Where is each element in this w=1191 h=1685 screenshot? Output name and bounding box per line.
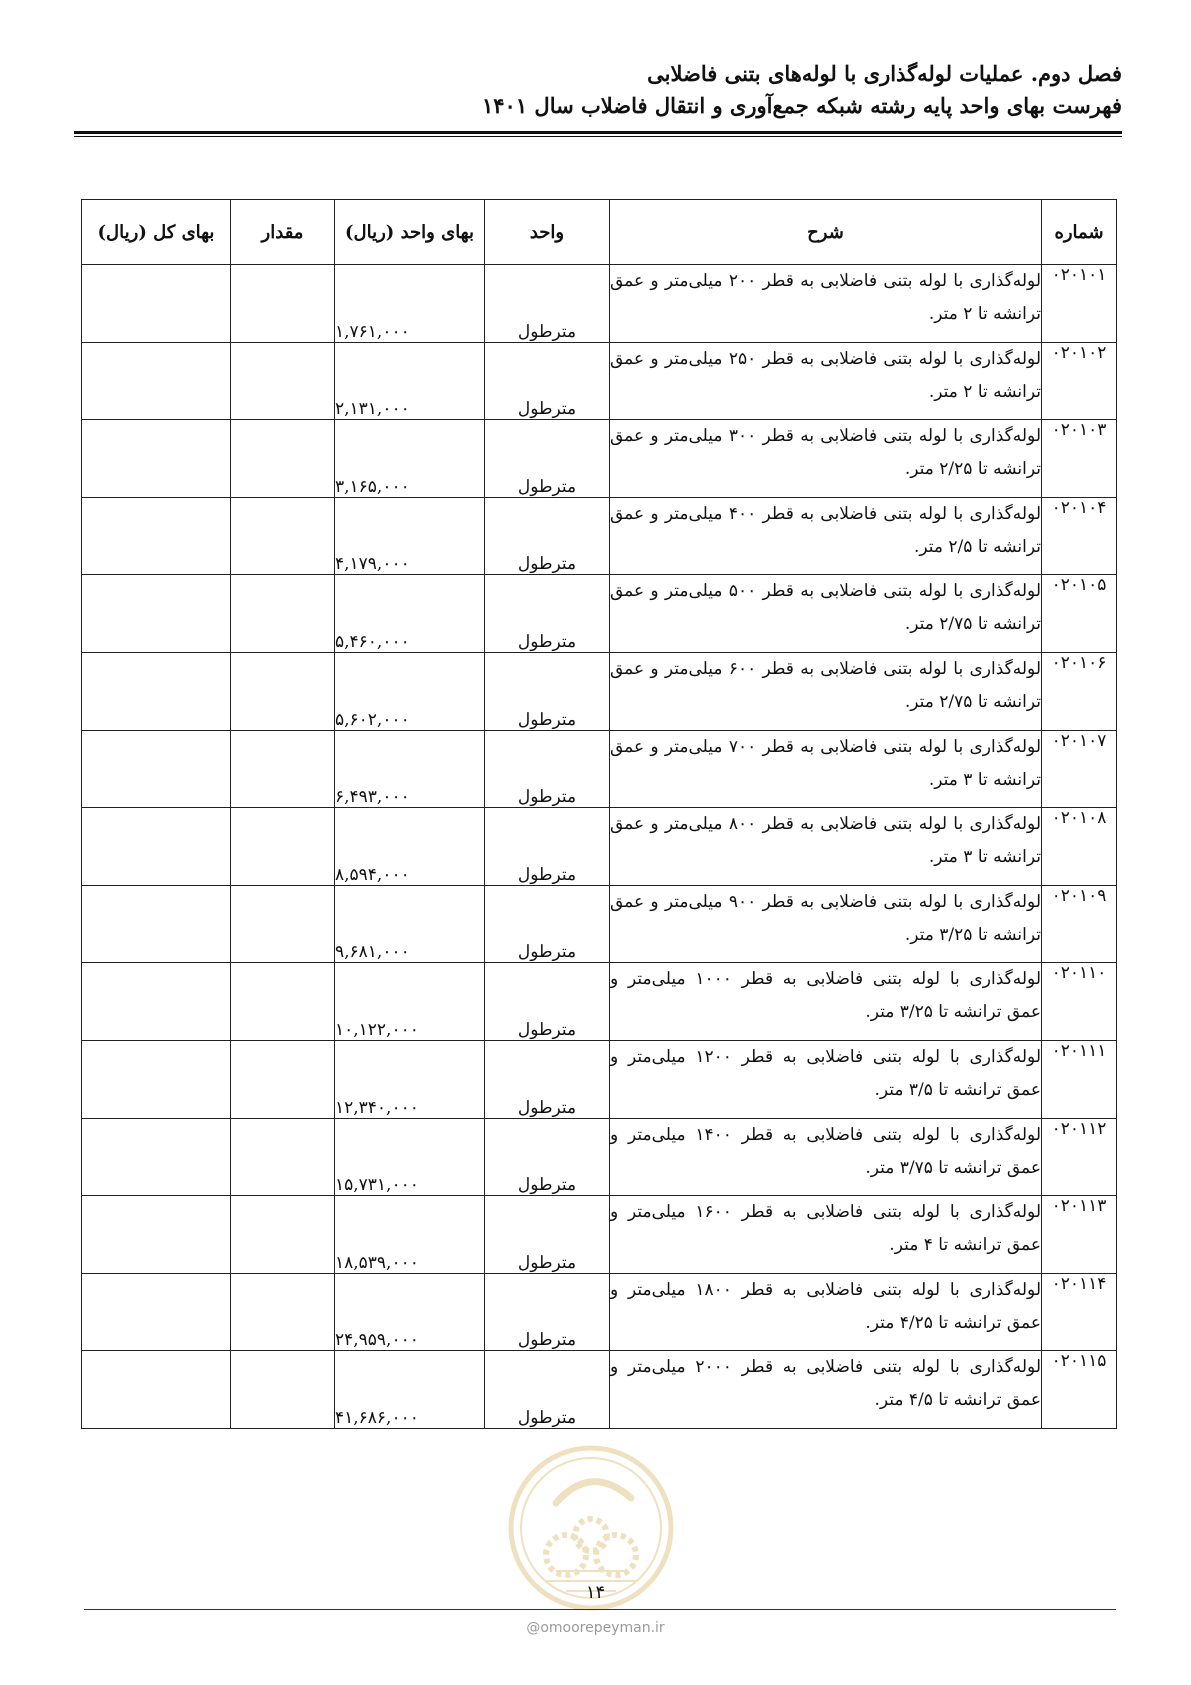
item-unit: مترطول	[485, 1351, 610, 1429]
header-rule-thin	[74, 136, 1122, 137]
item-code: ۰۲۰۱۰۸	[1042, 808, 1117, 886]
item-code: ۰۲۰۱۱۳	[1042, 1196, 1117, 1274]
item-quantity	[231, 730, 335, 808]
item-total-price	[82, 1196, 231, 1274]
footer-website: @omoorepeyman.ir	[526, 1620, 665, 1636]
item-total-price	[82, 885, 231, 963]
item-quantity	[231, 1196, 335, 1274]
item-code: ۰۲۰۱۰۶	[1042, 652, 1117, 730]
page-number: ۱۴	[585, 1582, 606, 1603]
item-total-price	[82, 1351, 231, 1429]
table-row	[82, 1040, 1117, 1118]
column-header-code: شماره	[1042, 200, 1117, 265]
item-total-price	[82, 652, 231, 730]
item-description: لوله‌گذاری با لوله بتنی فاضلابی به قطر ۶۰۰ میلی‌متر و عمق ترانشه تا ۲/۷۵ متر.	[610, 652, 1042, 730]
item-unit: مترطول	[485, 1196, 610, 1274]
item-unit: مترطول	[485, 730, 610, 808]
item-code: ۰۲۰۱۱۰	[1042, 963, 1117, 1041]
item-description: لوله‌گذاری با لوله بتنی فاضلابی به قطر ۱۶۰۰ میلی‌متر و عمق ترانشه تا ۴ متر.	[610, 1196, 1042, 1274]
table-row	[82, 652, 1117, 730]
item-quantity	[231, 1273, 335, 1351]
item-description: لوله‌گذاری با لوله بتنی فاضلابی به قطر ۹۰۰ میلی‌متر و عمق ترانشه تا ۳/۲۵ متر.	[610, 885, 1042, 963]
table-row	[82, 1118, 1117, 1196]
column-header-unit-price: بهای واحد (ریال)	[335, 200, 485, 265]
item-quantity	[231, 575, 335, 653]
column-header-quantity: مقدار	[231, 200, 335, 265]
item-quantity	[231, 808, 335, 886]
item-unit: مترطول	[485, 497, 610, 575]
item-unit: مترطول	[485, 963, 610, 1041]
item-quantity	[231, 963, 335, 1041]
item-total-price	[82, 1273, 231, 1351]
item-description: لوله‌گذاری با لوله بتنی فاضلابی به قطر ۱۸۰۰ میلی‌متر و عمق ترانشه تا ۴/۲۵ متر.	[610, 1273, 1042, 1351]
item-unit: مترطول	[485, 1040, 610, 1118]
item-code: ۰۲۰۱۰۹	[1042, 885, 1117, 963]
item-unit-price: ۱۰,۱۲۲,۰۰۰	[335, 963, 485, 1041]
item-unit: مترطول	[485, 342, 610, 420]
column-header-unit: واحد	[485, 200, 610, 265]
item-unit-price: ۵,۴۶۰,۰۰۰	[335, 575, 485, 653]
item-quantity	[231, 342, 335, 420]
footer-rule	[84, 1609, 1116, 1610]
item-unit-price: ۲۴,۹۵۹,۰۰۰	[335, 1273, 485, 1351]
table-row	[82, 963, 1117, 1041]
item-unit: مترطول	[485, 1118, 610, 1196]
price-list-table	[81, 199, 1117, 1429]
item-description: لوله‌گذاری با لوله بتنی فاضلابی به قطر ۳۰۰ میلی‌متر و عمق ترانشه تا ۲/۲۵ متر.	[610, 420, 1042, 498]
column-header-total-price: بهای کل (ریال)	[82, 200, 231, 265]
item-total-price	[82, 1040, 231, 1118]
item-code: ۰۲۰۱۱۴	[1042, 1273, 1117, 1351]
item-total-price	[82, 730, 231, 808]
item-unit-price: ۱۲,۳۴۰,۰۰۰	[335, 1040, 485, 1118]
item-code: ۰۲۰۱۰۲	[1042, 342, 1117, 420]
table-row	[82, 497, 1117, 575]
table-row	[82, 1351, 1117, 1429]
item-unit: مترطول	[485, 885, 610, 963]
item-unit-price: ۶,۴۹۳,۰۰۰	[335, 730, 485, 808]
item-quantity	[231, 885, 335, 963]
item-quantity	[231, 1118, 335, 1196]
item-description: لوله‌گذاری با لوله بتنی فاضلابی به قطر ۲۵۰ میلی‌متر و عمق ترانشه تا ۲ متر.	[610, 342, 1042, 420]
item-description: لوله‌گذاری با لوله بتنی فاضلابی به قطر ۸۰۰ میلی‌متر و عمق ترانشه تا ۳ متر.	[610, 808, 1042, 886]
list-title: فهرست بهای واحد پایه رشته شبکه جمع‌آوری و انتقال فاضلاب سال ۱۴۰۱	[482, 93, 1122, 118]
item-code: ۰۲۰۱۱۱	[1042, 1040, 1117, 1118]
item-description: لوله‌گذاری با لوله بتنی فاضلابی به قطر ۲۰۰ میلی‌متر و عمق ترانشه تا ۲ متر.	[610, 265, 1042, 343]
item-unit: مترطول	[485, 265, 610, 343]
chapter-title: فصل دوم. عملیات لوله‌گذاری با لوله‌های بتنی فاضلابی	[647, 61, 1122, 86]
table-row	[82, 420, 1117, 498]
item-code: ۰۲۰۱۱۵	[1042, 1351, 1117, 1429]
item-description: لوله‌گذاری با لوله بتنی فاضلابی به قطر ۴۰۰ میلی‌متر و عمق ترانشه تا ۲/۵ متر.	[610, 497, 1042, 575]
table-row	[82, 808, 1117, 886]
table-row	[82, 730, 1117, 808]
item-description: لوله‌گذاری با لوله بتنی فاضلابی به قطر ۲۰۰۰ میلی‌متر و عمق ترانشه تا ۴/۵ متر.	[610, 1351, 1042, 1429]
item-unit: مترطول	[485, 420, 610, 498]
item-unit-price: ۸,۵۹۴,۰۰۰	[335, 808, 485, 886]
item-total-price	[82, 575, 231, 653]
item-total-price	[82, 963, 231, 1041]
item-total-price	[82, 265, 231, 343]
table-row	[82, 1273, 1117, 1351]
item-quantity	[231, 1351, 335, 1429]
item-code: ۰۲۰۱۰۴	[1042, 497, 1117, 575]
item-code: ۰۲۰۱۰۵	[1042, 575, 1117, 653]
item-quantity	[231, 265, 335, 343]
item-total-price	[82, 808, 231, 886]
table-row	[82, 1196, 1117, 1274]
item-quantity	[231, 497, 335, 575]
table-row	[82, 265, 1117, 343]
item-unit-price: ۱۸,۵۳۹,۰۰۰	[335, 1196, 485, 1274]
item-total-price	[82, 420, 231, 498]
item-unit-price: ۴,۱۷۹,۰۰۰	[335, 497, 485, 575]
item-quantity	[231, 420, 335, 498]
item-code: ۰۲۰۱۰۷	[1042, 730, 1117, 808]
item-quantity	[231, 1040, 335, 1118]
item-unit: مترطول	[485, 652, 610, 730]
item-unit-price: ۴۱,۶۸۶,۰۰۰	[335, 1351, 485, 1429]
table-row	[82, 575, 1117, 653]
item-description: لوله‌گذاری با لوله بتنی فاضلابی به قطر ۷۰۰ میلی‌متر و عمق ترانشه تا ۳ متر.	[610, 730, 1042, 808]
item-unit-price: ۳,۱۶۵,۰۰۰	[335, 420, 485, 498]
item-description: لوله‌گذاری با لوله بتنی فاضلابی به قطر ۵۰۰ میلی‌متر و عمق ترانشه تا ۲/۷۵ متر.	[610, 575, 1042, 653]
table-header-row	[82, 200, 1117, 265]
item-description: لوله‌گذاری با لوله بتنی فاضلابی به قطر ۱۴۰۰ میلی‌متر و عمق ترانشه تا ۳/۷۵ متر.	[610, 1118, 1042, 1196]
item-unit-price: ۵,۶۰۲,۰۰۰	[335, 652, 485, 730]
item-unit: مترطول	[485, 1273, 610, 1351]
item-total-price	[82, 1118, 231, 1196]
item-description: لوله‌گذاری با لوله بتنی فاضلابی به قطر ۱۰۰۰ میلی‌متر و عمق ترانشه تا ۳/۲۵ متر.	[610, 963, 1042, 1041]
item-unit-price: ۱,۷۶۱,۰۰۰	[335, 265, 485, 343]
page-header	[74, 58, 1122, 122]
item-unit: مترطول	[485, 808, 610, 886]
item-code: ۰۲۰۱۱۲	[1042, 1118, 1117, 1196]
column-header-description: شرح	[610, 200, 1042, 265]
item-code: ۰۲۰۱۰۱	[1042, 265, 1117, 343]
item-unit-price: ۹,۶۸۱,۰۰۰	[335, 885, 485, 963]
item-unit-price: ۱۵,۷۳۱,۰۰۰	[335, 1118, 485, 1196]
item-total-price	[82, 497, 231, 575]
table-row	[82, 342, 1117, 420]
item-unit-price: ۲,۱۳۱,۰۰۰	[335, 342, 485, 420]
table-row	[82, 885, 1117, 963]
item-quantity	[231, 652, 335, 730]
header-rule-thick	[74, 131, 1122, 134]
item-description: لوله‌گذاری با لوله بتنی فاضلابی به قطر ۱۲۰۰ میلی‌متر و عمق ترانشه تا ۳/۵ متر.	[610, 1040, 1042, 1118]
item-total-price	[82, 342, 231, 420]
item-code: ۰۲۰۱۰۳	[1042, 420, 1117, 498]
item-unit: مترطول	[485, 575, 610, 653]
